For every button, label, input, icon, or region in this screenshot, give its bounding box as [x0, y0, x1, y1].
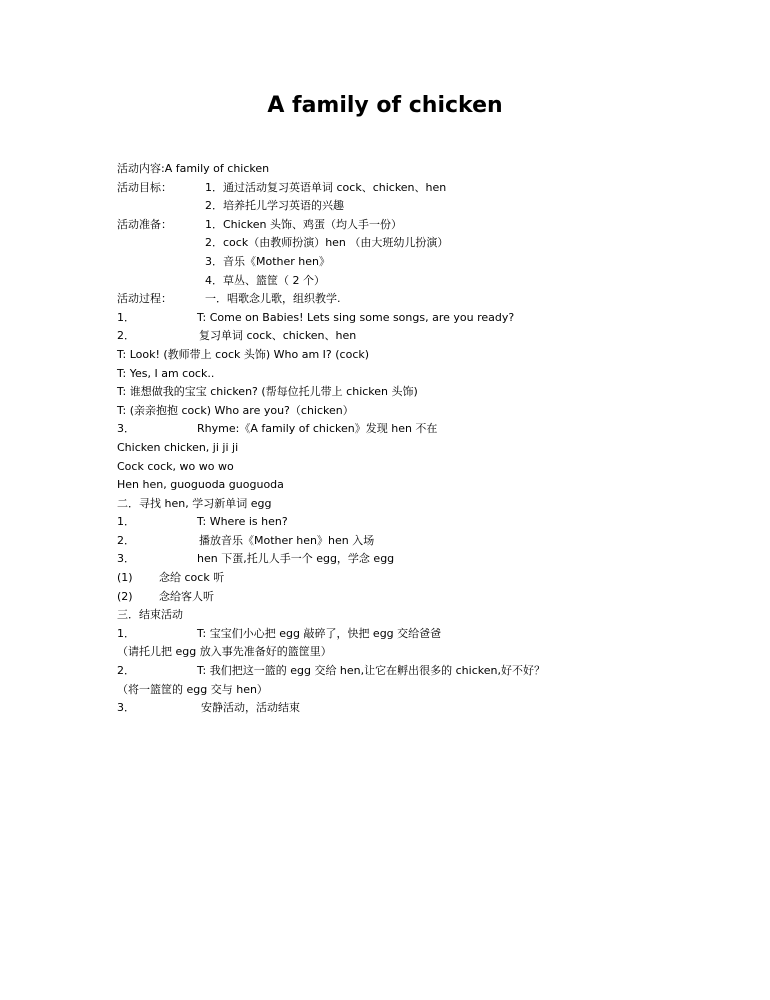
text-line [117, 365, 737, 384]
line-text: T: Yes, I am cock.. [117, 366, 215, 380]
line-text: T: Where is hen? [197, 515, 288, 529]
text-line [117, 588, 737, 607]
line-text: Rhyme:《A family of chicken》发现 hen 不在 [197, 422, 438, 436]
text-line [117, 569, 737, 588]
line-text: 二．寻找 hen, 学习新单词 egg [117, 496, 272, 510]
line-text: （将一篮筐的 egg 交与 hen） [117, 682, 268, 696]
text-line [117, 402, 737, 421]
text-line [117, 327, 737, 346]
line-label: 2． [117, 533, 135, 547]
text-line [117, 160, 737, 179]
text-line [117, 309, 737, 328]
text-line [117, 513, 737, 532]
line-label: 3． [117, 552, 135, 566]
text-line [117, 346, 737, 365]
document-body [117, 160, 737, 718]
line-label: 1． [117, 626, 135, 640]
line-label: 1． [117, 310, 135, 324]
text-line [117, 216, 737, 235]
line-text: 播放音乐《Mother hen》hen 入场 [199, 533, 375, 547]
line-text: 1．通过活动复习英语单词 cock、chicken、hen [205, 180, 447, 194]
line-text: Cock cock, wo wo wo [117, 459, 234, 473]
line-text: 三．结束活动 [117, 608, 183, 622]
line-text: 4．草丛、篮筐（ 2 个） [205, 273, 325, 287]
text-line [117, 681, 737, 700]
line-label: (1) [117, 571, 133, 585]
line-text: T: Look! (教师带上 cock 头饰) Who am I? (cock) [117, 347, 370, 361]
text-line [117, 476, 737, 495]
line-text: hen 下蛋,托儿人手一个 egg，学念 egg [197, 552, 395, 566]
line-text: 一．唱歌念儿歌，组织教学. [205, 292, 341, 306]
line-text: 2．培养托儿学习英语的兴趣 [205, 199, 344, 213]
line-text: T: (亲亲抱抱 cock) Who are you?（chicken） [117, 403, 354, 417]
line-text: 1．Chicken 头饰、鸡蛋（均人手一份） [205, 217, 402, 231]
line-text: T: Come on Babies! Lets sing some songs, are you ready? [197, 310, 515, 324]
line-text: 安静活动，活动结束 [201, 701, 300, 715]
line-label: 活动过程： [117, 292, 172, 306]
document-title: A family of chicken [267, 93, 503, 118]
line-label: 1． [117, 515, 135, 529]
text-line [117, 272, 737, 291]
text-line [117, 625, 737, 644]
text-line [117, 234, 737, 253]
text-line [117, 532, 737, 551]
line-text: 复习单词 cock、chicken、hen [199, 329, 357, 343]
line-label: 2． [117, 329, 135, 343]
line-text: Chicken chicken, ji ji ji [117, 440, 239, 454]
text-line [117, 643, 737, 662]
line-label: 活动目标： [117, 180, 172, 194]
line-text: T: 宝宝们小心把 egg 敲碎了，快把 egg 交给爸爸 [197, 626, 442, 640]
line-label: (2) [117, 589, 133, 603]
line-text: 2．cock（由教师扮演）hen （由大班幼儿扮演） [205, 236, 449, 250]
line-text: 活动内容:A family of chicken [117, 162, 270, 175]
text-line [117, 197, 737, 216]
line-label: 2． [117, 664, 135, 678]
line-text: Hen hen, guoguoda guoguoda [117, 478, 284, 492]
text-line [117, 420, 737, 439]
text-line [117, 179, 737, 198]
text-line [117, 550, 737, 569]
text-line [117, 699, 737, 718]
line-label: 活动准备： [117, 217, 172, 231]
line-text: T: 谁想做我的宝宝 chicken? (帮每位托儿带上 chicken 头饰) [117, 385, 418, 399]
text-line [117, 662, 737, 681]
text-line [117, 383, 737, 402]
line-text: 3．音乐《Mother hen》 [205, 254, 331, 268]
line-label: 3． [117, 422, 135, 436]
line-text: 念给客人听 [159, 589, 214, 603]
text-line [117, 439, 737, 458]
text-line [117, 458, 737, 477]
line-text: （请托儿把 egg 放入事先准备好的篮筐里） [117, 645, 332, 659]
text-line [117, 606, 737, 625]
text-line [117, 495, 737, 514]
line-text: T: 我们把这一篮的 egg 交给 hen,让它在孵出很多的 chicken,好不好？ [197, 664, 545, 678]
line-label: 3． [117, 701, 135, 715]
line-text: 念给 cock 听 [159, 571, 225, 585]
text-line [117, 253, 737, 272]
text-line [117, 290, 737, 309]
